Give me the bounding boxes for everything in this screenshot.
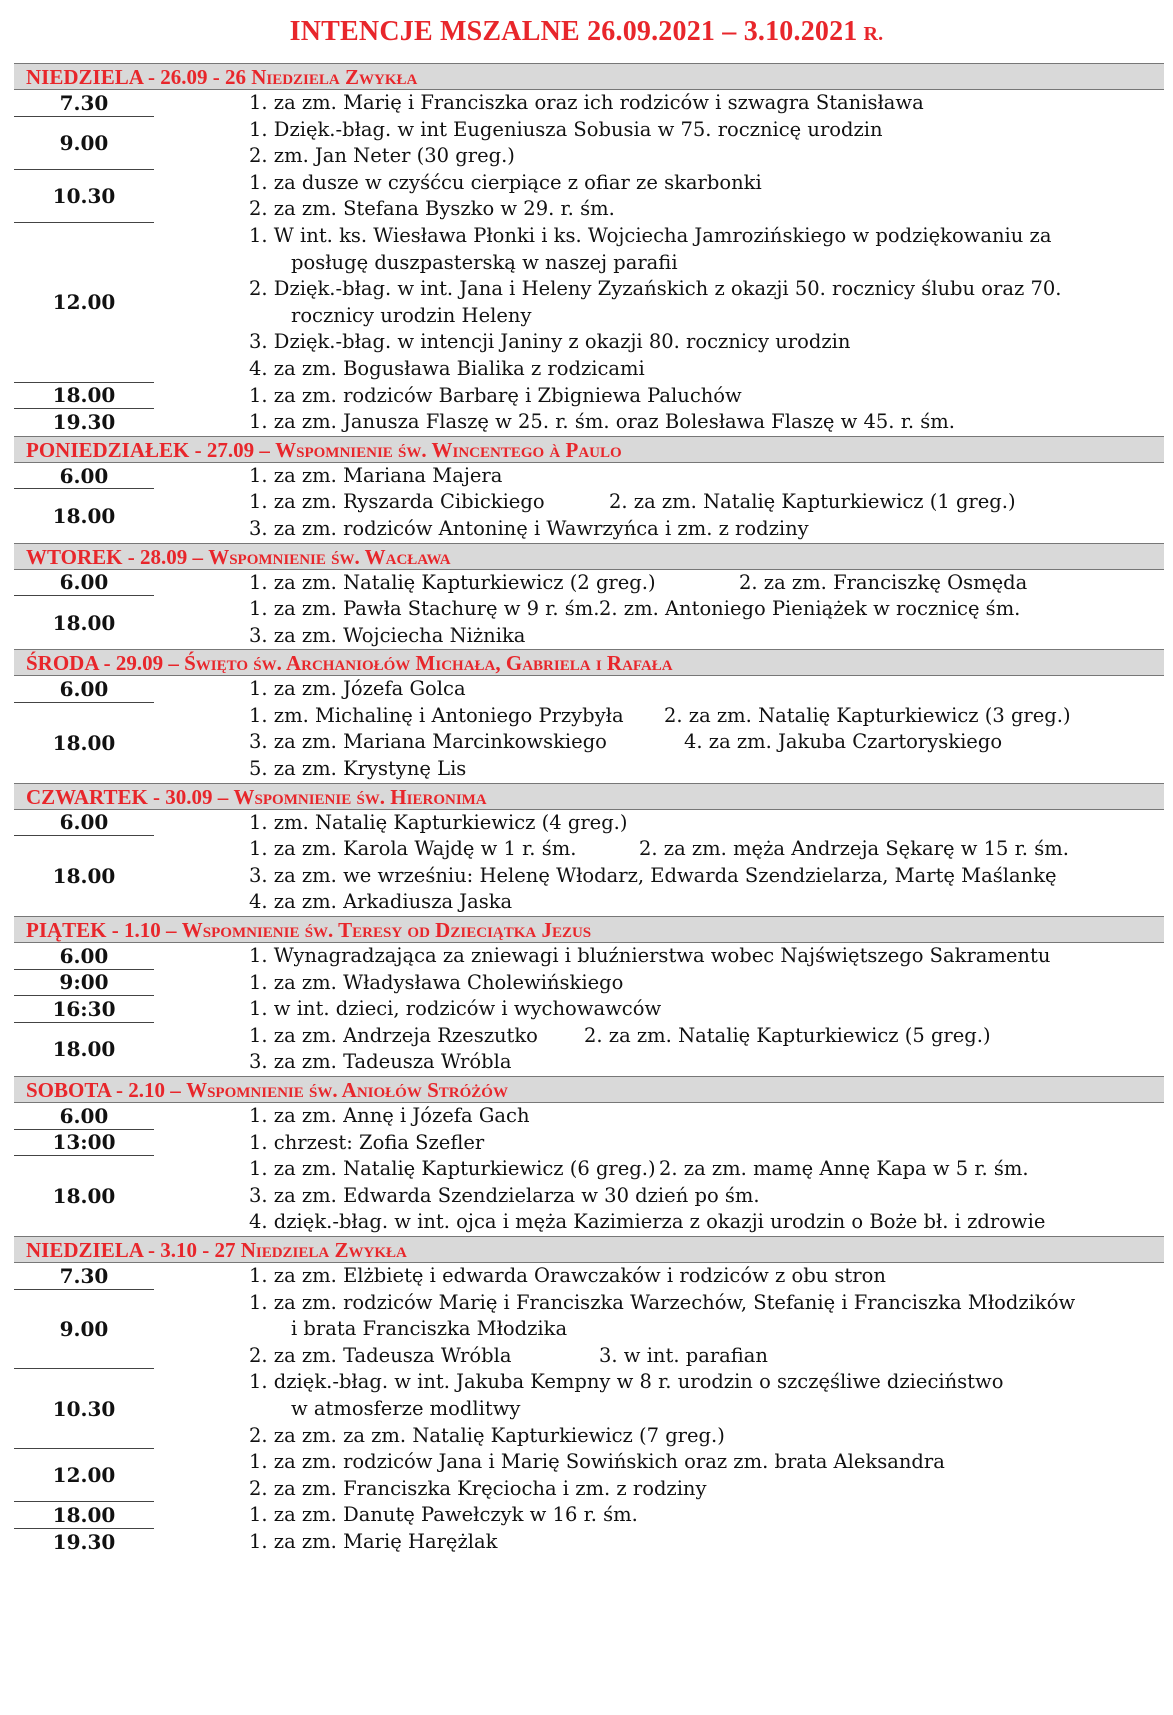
mass-time: 6.00 [14, 810, 154, 837]
day-label: CZWARTEK - 30.09 – [26, 784, 234, 809]
intentions-list [154, 409, 1164, 436]
intention-line [249, 1396, 1164, 1423]
intention-item: i brata Franciszka Młodzika [291, 1317, 568, 1341]
mass-row [14, 596, 1164, 649]
intention-item: 1. W int. ks. Wiesława Płonki i ks. Wojciecha Jamrozińskiego w podziękowaniu za [249, 223, 1052, 247]
intention-line [249, 1103, 1164, 1130]
intention-item: 1. za zm. Andrzeja Rzeszutko [249, 1023, 538, 1047]
intention-line [249, 1263, 1164, 1290]
page-title-suffix: R. [863, 23, 884, 45]
intentions-list [154, 223, 1164, 383]
day-header [14, 649, 1164, 676]
day-header [14, 543, 1164, 570]
intention-line [249, 1156, 1164, 1183]
intentions-list [154, 703, 1164, 783]
intention-item: 1. za zm. Janusza Flaszę w 25. r. śm. oraz Bolesława Flaszę w 45. r. śm. [249, 410, 955, 434]
mass-row [14, 970, 1164, 997]
mass-time: 19.30 [52, 1530, 116, 1555]
intention-line [249, 1529, 1164, 1556]
intention-item: 1. za zm. Ryszarda Cibickiego [249, 490, 545, 514]
intentions-list [154, 970, 1164, 997]
mass-row [14, 1502, 1164, 1529]
mass-row [14, 570, 1164, 597]
intention-line [249, 1290, 1164, 1317]
intention-item: 4. za zm. Arkadiusza Jaska [249, 890, 513, 914]
mass-time: 6.00 [14, 463, 154, 490]
intention-item: 3. Dzięk.-błag. w intencji Janiny z okazji 80. rocznicy urodzin [249, 330, 851, 354]
intention-line [249, 1209, 1164, 1236]
intentions-list [154, 596, 1164, 649]
mass-row [14, 1449, 1164, 1502]
day-feast: Święto św. Archaniołów Michała, Gabriela i Rafała [184, 651, 673, 676]
day-label: NIEDZIELA - 3.10 - [26, 1237, 215, 1262]
intention-item: 1. zm. Natalię Kapturkiewicz (4 greg.) [249, 810, 628, 834]
intention-item: 1. za zm. Elżbietę i edwarda Orawczaków i rodziców z obu stron [249, 1263, 886, 1287]
intention-item: 1. za zm. Mariana Majera [249, 463, 503, 487]
intention-item: 1. za zm. Annę i Józefa Gach [249, 1104, 530, 1127]
intention-item: 1. zm. Michalinę i Antoniego Przybyła [249, 703, 624, 727]
intentions-list [154, 570, 1164, 597]
intention-line [249, 356, 1164, 383]
intention-line [249, 810, 1164, 837]
intention-line [249, 463, 1164, 490]
intention-line [249, 1023, 1164, 1050]
intention-item: 1. Dzięk.-błag. w int Eugeniusza Sobusia w 75. rocznicę urodzin [249, 117, 883, 141]
intention-item: 2. za zm. Franciszka Kręciocha i zm. z rodziny [249, 1476, 707, 1500]
mass-row [14, 489, 1164, 542]
intention-line [249, 623, 1164, 650]
intention-item: 1. za zm. rodziców Barbarę i Zbigniewa Paluchów [249, 383, 742, 407]
day-label: PONIEDZIAŁEK - 27.09 – [26, 437, 276, 462]
mass-row [14, 996, 1164, 1023]
mass-time: 10.30 [14, 1369, 154, 1449]
intention-item: 1. chrzest: Zofia Szefler [249, 1130, 485, 1154]
intention-line [249, 1502, 1164, 1529]
day-label: WTOREK - 28.09 – [26, 544, 209, 569]
mass-time: 9.00 [14, 1290, 154, 1370]
intentions-list [154, 996, 1164, 1023]
mass-time: 18.00 [52, 864, 116, 889]
day-header [14, 63, 1164, 90]
intention-item: 3. za zm. Edwarda Szendzielarza w 30 dzień po śm. [249, 1183, 760, 1207]
intention-item: 1. za zm. Natalię Kapturkiewicz (2 greg.) [249, 570, 656, 594]
mass-row [14, 943, 1164, 970]
intentions-list [154, 170, 1164, 223]
mass-time: 6.00 [14, 1103, 154, 1130]
intention-line [249, 889, 1164, 916]
intention-line [249, 383, 1164, 410]
day-feast: Wspomnienie św. Wincentego à Paulo [275, 437, 622, 462]
mass-time: 9:00 [14, 970, 154, 997]
intention-line [249, 1423, 1164, 1450]
mass-time: 13:00 [14, 1130, 154, 1157]
intention-line [249, 1449, 1164, 1476]
intentions-list [154, 117, 1164, 170]
intention-line [249, 1476, 1164, 1503]
mass-time: 6.00 [14, 570, 154, 597]
intentions-list [154, 1290, 1164, 1370]
intention-item: 3. w int. parafian [599, 1343, 768, 1367]
day-label: NIEDZIELA - 26.09 - [26, 65, 225, 89]
intentions-list [154, 383, 1164, 410]
intention-item: 1. za zm. Pawła Stachurę w 9 r. śm. [249, 597, 600, 621]
intention-line [249, 223, 1164, 250]
intention-item: 2. zm. Jan Neter (30 greg.) [249, 144, 515, 168]
mass-row [14, 810, 1164, 837]
intention-line [249, 329, 1164, 356]
mass-time: 10.30 [14, 170, 154, 223]
intentions-list [154, 1156, 1164, 1236]
day-feast: Wspomnienie św. Hieronima [233, 784, 487, 809]
intention-line [249, 90, 1164, 117]
intention-line [249, 303, 1164, 330]
intention-line [249, 143, 1164, 170]
intentions-list [154, 90, 1164, 117]
page-title-text: INTENCJE MSZALNE 26.09.2021 – 3.10.2021 [289, 16, 858, 47]
intention-line [249, 1049, 1164, 1076]
intentions-list [154, 1529, 1164, 1556]
mass-time: 7.30 [14, 90, 154, 117]
intention-line [249, 676, 1164, 703]
intention-line [249, 196, 1164, 223]
mass-time: 18.00 [52, 1184, 116, 1209]
mass-time: 18.00 [52, 503, 116, 528]
intention-item: 3. za zm. we wrześniu: Helenę Włodarz, Edwarda Szendzielarza, Martę Maślankę [249, 863, 1057, 887]
intentions-list [154, 1369, 1164, 1449]
intention-item: 2. za zm. Natalię Kapturkiewicz (3 greg.) [664, 703, 1071, 727]
intention-item: 1. za zm. Marię Harężlak [249, 1529, 498, 1553]
day-header [14, 783, 1164, 810]
intention-item: 1. za zm. rodziców Marię i Franciszka Warzechów, Stefanię i Franciszka Młodzików [249, 1290, 1076, 1314]
day-header [14, 916, 1164, 943]
intentions-list [154, 463, 1164, 490]
mass-row [14, 1130, 1164, 1157]
intention-item: 1. za zm. rodziców Jana i Marię Sowińskich oraz zm. brata Aleksandra [249, 1450, 945, 1474]
intention-line [249, 970, 1164, 997]
intention-item: 2. Dzięk.-błag. w int. Jana i Heleny Zyzańskich z okazji 50. rocznicy ślubu oraz 70. [249, 277, 1062, 301]
intention-item: 4. za zm. Jakuba Czartoryskiego [684, 730, 1003, 754]
mass-time: 18.00 [52, 1037, 116, 1062]
intention-line [249, 1183, 1164, 1210]
intentions-list [154, 810, 1164, 837]
intention-line [249, 596, 1164, 623]
intention-item: 2. za zm. mamę Annę Kapa w 5 r. śm. [659, 1157, 1029, 1181]
intention-line [249, 250, 1164, 277]
intention-line [249, 756, 1164, 783]
intention-line [249, 1130, 1164, 1157]
day-header [14, 1076, 1164, 1103]
intentions-list [154, 1449, 1164, 1502]
mass-time: 16:30 [14, 996, 154, 1023]
day-label: ŚRODA - 29.09 – [26, 651, 185, 676]
intentions-list [154, 1130, 1164, 1157]
mass-row [14, 836, 1164, 916]
mass-time: 18.00 [14, 1502, 154, 1529]
intention-item: 1. Wynagradzająca za zniewagi i bluźnierstwa wobec Najświętszego Sakramentu [249, 944, 1051, 968]
intention-line [249, 729, 1164, 756]
intention-item: 3. za zm. Tadeusza Wróbla [249, 1050, 512, 1074]
intention-item: 1. za zm. Natalię Kapturkiewicz (6 greg.) [249, 1157, 656, 1181]
day-header [14, 436, 1164, 463]
intention-item: 4. za zm. Bogusława Bialika z rodzicami [249, 356, 645, 380]
intention-item: 2. za zm. Tadeusza Wróbla [249, 1343, 512, 1367]
intention-line [249, 276, 1164, 303]
intention-item: 3. za zm. Wojciecha Niżnika [249, 623, 526, 647]
intention-item: rocznicy urodzin Heleny [291, 303, 532, 327]
intention-item: 5. za zm. Krystynę Lis [249, 757, 467, 781]
intention-item: 1. za zm. Karola Wajdę w 1 r. śm. [249, 837, 577, 861]
intentions-list [154, 1502, 1164, 1529]
day-feast: 26 Niedziela Zwykła [224, 65, 418, 89]
mass-row [14, 1290, 1164, 1370]
intention-line [249, 996, 1164, 1023]
mass-time: 18.00 [52, 610, 116, 635]
mass-row [14, 170, 1164, 223]
intentions-list [154, 1103, 1164, 1130]
mass-time: 6.00 [14, 943, 154, 970]
day-feast: Wspomnienie św. Aniołów Stróżów [186, 1078, 508, 1102]
mass-row [14, 90, 1164, 117]
intention-line [249, 863, 1164, 890]
intention-line [249, 516, 1164, 543]
intention-item: 3. za zm. rodziców Antoninę i Wawrzyńca i zm. z rodziny [249, 516, 809, 540]
mass-row [14, 1263, 1164, 1290]
day-feast: 27 Niedziela Zwykła [214, 1237, 407, 1262]
intention-item: 1. za zm. Danutę Pawełczyk w 16 r. śm. [249, 1503, 638, 1527]
mass-row [14, 1369, 1164, 1449]
intention-line [249, 1343, 1164, 1370]
mass-schedule [14, 63, 1164, 1556]
intention-item: 1. za zm. Władysława Cholewińskiego [249, 970, 624, 994]
mass-time: 19.30 [52, 410, 116, 435]
intention-item: 2. za zm. Natalię Kapturkiewicz (5 greg.) [584, 1023, 991, 1047]
day-label: PIĄTEK - 1.10 – [26, 918, 182, 943]
intention-item: 2. za zm. Natalię Kapturkiewicz (1 greg.) [609, 490, 1016, 514]
mass-row [14, 676, 1164, 703]
mass-row [14, 463, 1164, 490]
mass-row [14, 1103, 1164, 1130]
intentions-list [154, 836, 1164, 916]
mass-row [14, 409, 1164, 436]
mass-row [14, 1023, 1164, 1076]
mass-time: 9.00 [14, 117, 154, 170]
intentions-list [154, 943, 1164, 970]
intention-item: 2. za zm. Stefana Byszko w 29. r. śm. [249, 197, 615, 221]
intention-line [249, 1316, 1164, 1343]
intention-line [249, 117, 1164, 144]
intention-item: 3. za zm. Mariana Marcinkowskiego [249, 730, 607, 754]
mass-row [14, 703, 1164, 783]
mass-time: 18.00 [52, 730, 116, 755]
intention-line [249, 409, 1164, 436]
mass-row [14, 1156, 1164, 1236]
intentions-list [154, 489, 1164, 542]
intention-line [249, 489, 1164, 516]
intentions-list [154, 1263, 1164, 1290]
mass-row [14, 117, 1164, 170]
intention-line [249, 1369, 1164, 1396]
intention-line [249, 703, 1164, 730]
intention-item: posługę duszpasterską w naszej parafii [291, 250, 678, 274]
intention-item: w atmosferze modlitwy [291, 1396, 521, 1420]
mass-time: 7.30 [14, 1263, 154, 1290]
day-header [14, 1236, 1164, 1263]
day-feast: Wspomnienie św. Teresy od Dzieciątka Jezus [181, 918, 592, 943]
day-label: SOBOTA - 2.10 – [26, 1078, 187, 1102]
intention-line [249, 836, 1164, 863]
mass-time: 6.00 [14, 676, 154, 703]
intention-item: 1. w int. dzieci, rodziców i wychowawców [249, 997, 662, 1021]
mass-row [14, 1529, 1164, 1556]
day-feast: Wspomnienie św. Wacława [208, 544, 451, 569]
page-title [0, 16, 1173, 48]
intention-item: 2. za zm. Franciszkę Osmęda [739, 570, 1028, 594]
intention-item: 2. zm. Antoniego Pieniążek w rocznicę śm. [599, 597, 1021, 621]
intentions-list [154, 1023, 1164, 1076]
mass-time: 18.00 [14, 383, 154, 410]
intention-item: 1. za zm. Józefa Golca [249, 677, 466, 701]
intention-item: 1. za zm. Marię i Franciszka oraz ich rodziców i szwagra Stanisława [249, 91, 924, 114]
intention-item: 4. dzięk.-błag. w int. ojca i męża Kazimierza z okazji urodzin o Boże bł. i zdrowie [249, 1210, 1046, 1234]
mass-row [14, 223, 1164, 383]
intentions-list [154, 676, 1164, 703]
mass-time: 12.00 [14, 223, 154, 383]
intention-item: 2. za zm. męża Andrzeja Sękarę w 15 r. śm. [639, 837, 1069, 861]
intention-line [249, 570, 1164, 597]
mass-row [14, 383, 1164, 410]
intention-line [249, 170, 1164, 197]
intention-item: 1. za dusze w czyśćcu cierpiące z ofiar ze skarbonki [249, 170, 762, 194]
intention-item: 2. za zm. za zm. Natalię Kapturkiewicz (7 greg.) [249, 1423, 725, 1447]
intention-item: 1. dzięk.-błag. w int. Jakuba Kempny w 8 r. urodzin o szczęśliwe dzieciństwo [249, 1370, 1004, 1394]
intention-line [249, 943, 1164, 970]
mass-time: 12.00 [14, 1449, 154, 1502]
